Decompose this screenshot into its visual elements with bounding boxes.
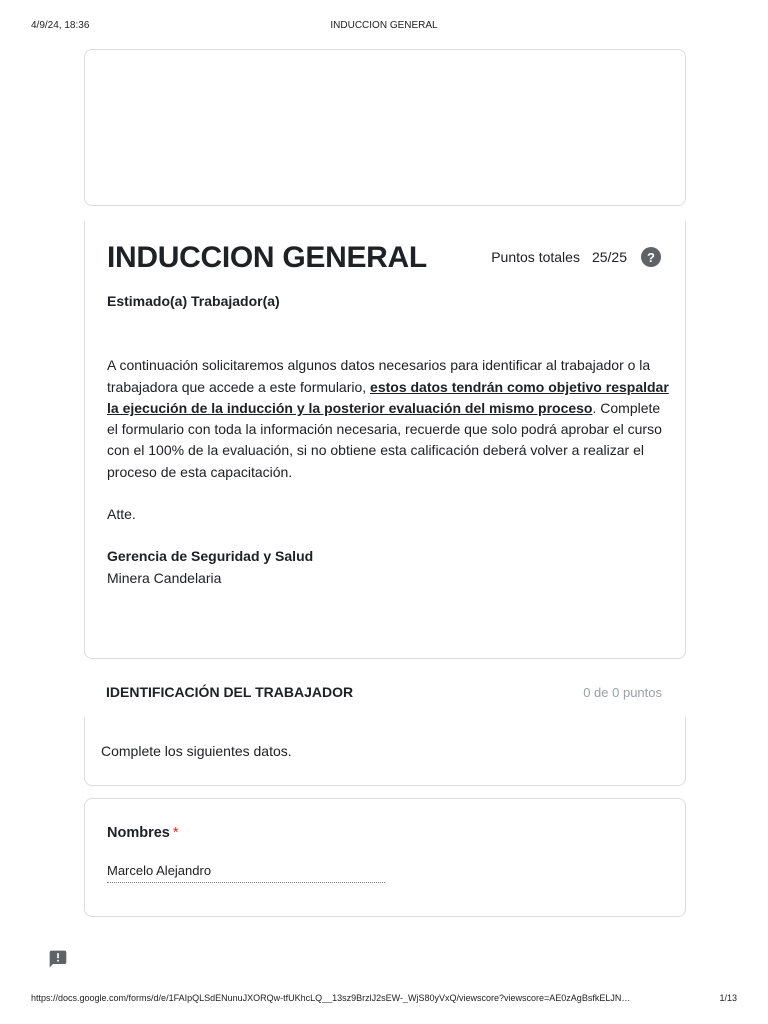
help-circle-icon[interactable]: ?	[641, 247, 661, 267]
signature-department: Gerencia de Seguridad y Salud	[107, 548, 314, 565]
print-footer	[0, 993, 768, 1007]
description-greeting: Estimado(a) Trabajador(a)	[107, 293, 280, 309]
description-signature	[107, 546, 669, 589]
print-datetime: 4/9/24, 18:36	[31, 20, 90, 31]
question-card-nombres	[84, 798, 686, 917]
print-page-number: 1/13	[719, 993, 737, 1003]
total-score	[491, 247, 661, 267]
question-label-text: Nombres	[107, 825, 170, 841]
print-title: INDUCCION GENERAL	[330, 20, 438, 31]
description-emphasis: estos datos tendrán como objetivo respaldar la ejecución de la inducción y la posterior evaluación del mismo proceso	[107, 378, 669, 416]
section-points: 0 de 0 puntos	[583, 685, 662, 700]
section-description: Complete los siguientes datos.	[101, 743, 292, 759]
answer-value: Marcelo Alejandro	[107, 863, 385, 883]
form-description	[107, 291, 669, 589]
form-header-card	[84, 221, 686, 659]
score-label: Puntos totales	[491, 249, 580, 265]
section-card	[84, 717, 686, 786]
feedback-icon[interactable]	[48, 949, 68, 969]
signature-company: Minera Candelaria	[107, 569, 222, 586]
required-asterisk: *	[172, 825, 179, 841]
description-text-end: . Complete el formulario con toda la información necesaria, recuerde que solo podrá aprobar el curso con el 100% de la evaluación, si no obtiene esta calificación deberá volver a realizar el proceso de esta capacitación.	[107, 399, 662, 480]
description-paragraph	[107, 355, 669, 483]
section-title: IDENTIFICACIÓN DEL TRABAJADOR	[106, 684, 354, 700]
description-text-start: A continuación solicitaremos algunos datos necesarios para identificar al trabajador o la trabajadora que accede a este formulario,	[107, 357, 651, 395]
form-title: INDUCCION GENERAL	[107, 241, 427, 274]
print-url: https://docs.google.com/forms/d/e/1FAIpQLSdENunuJXORQw-tfUKhcLQ__13sz9BrzlJ2sEW-_WjS80yVxQ/viewscore?viewscore=AE0zAgBsfkELJN…	[31, 993, 631, 1003]
section-header	[84, 680, 686, 704]
form-banner-card	[84, 49, 686, 206]
question-label	[107, 825, 179, 841]
description-closing: Atte.	[107, 506, 136, 523]
score-value: 25/25	[591, 249, 627, 265]
print-header	[0, 20, 768, 34]
